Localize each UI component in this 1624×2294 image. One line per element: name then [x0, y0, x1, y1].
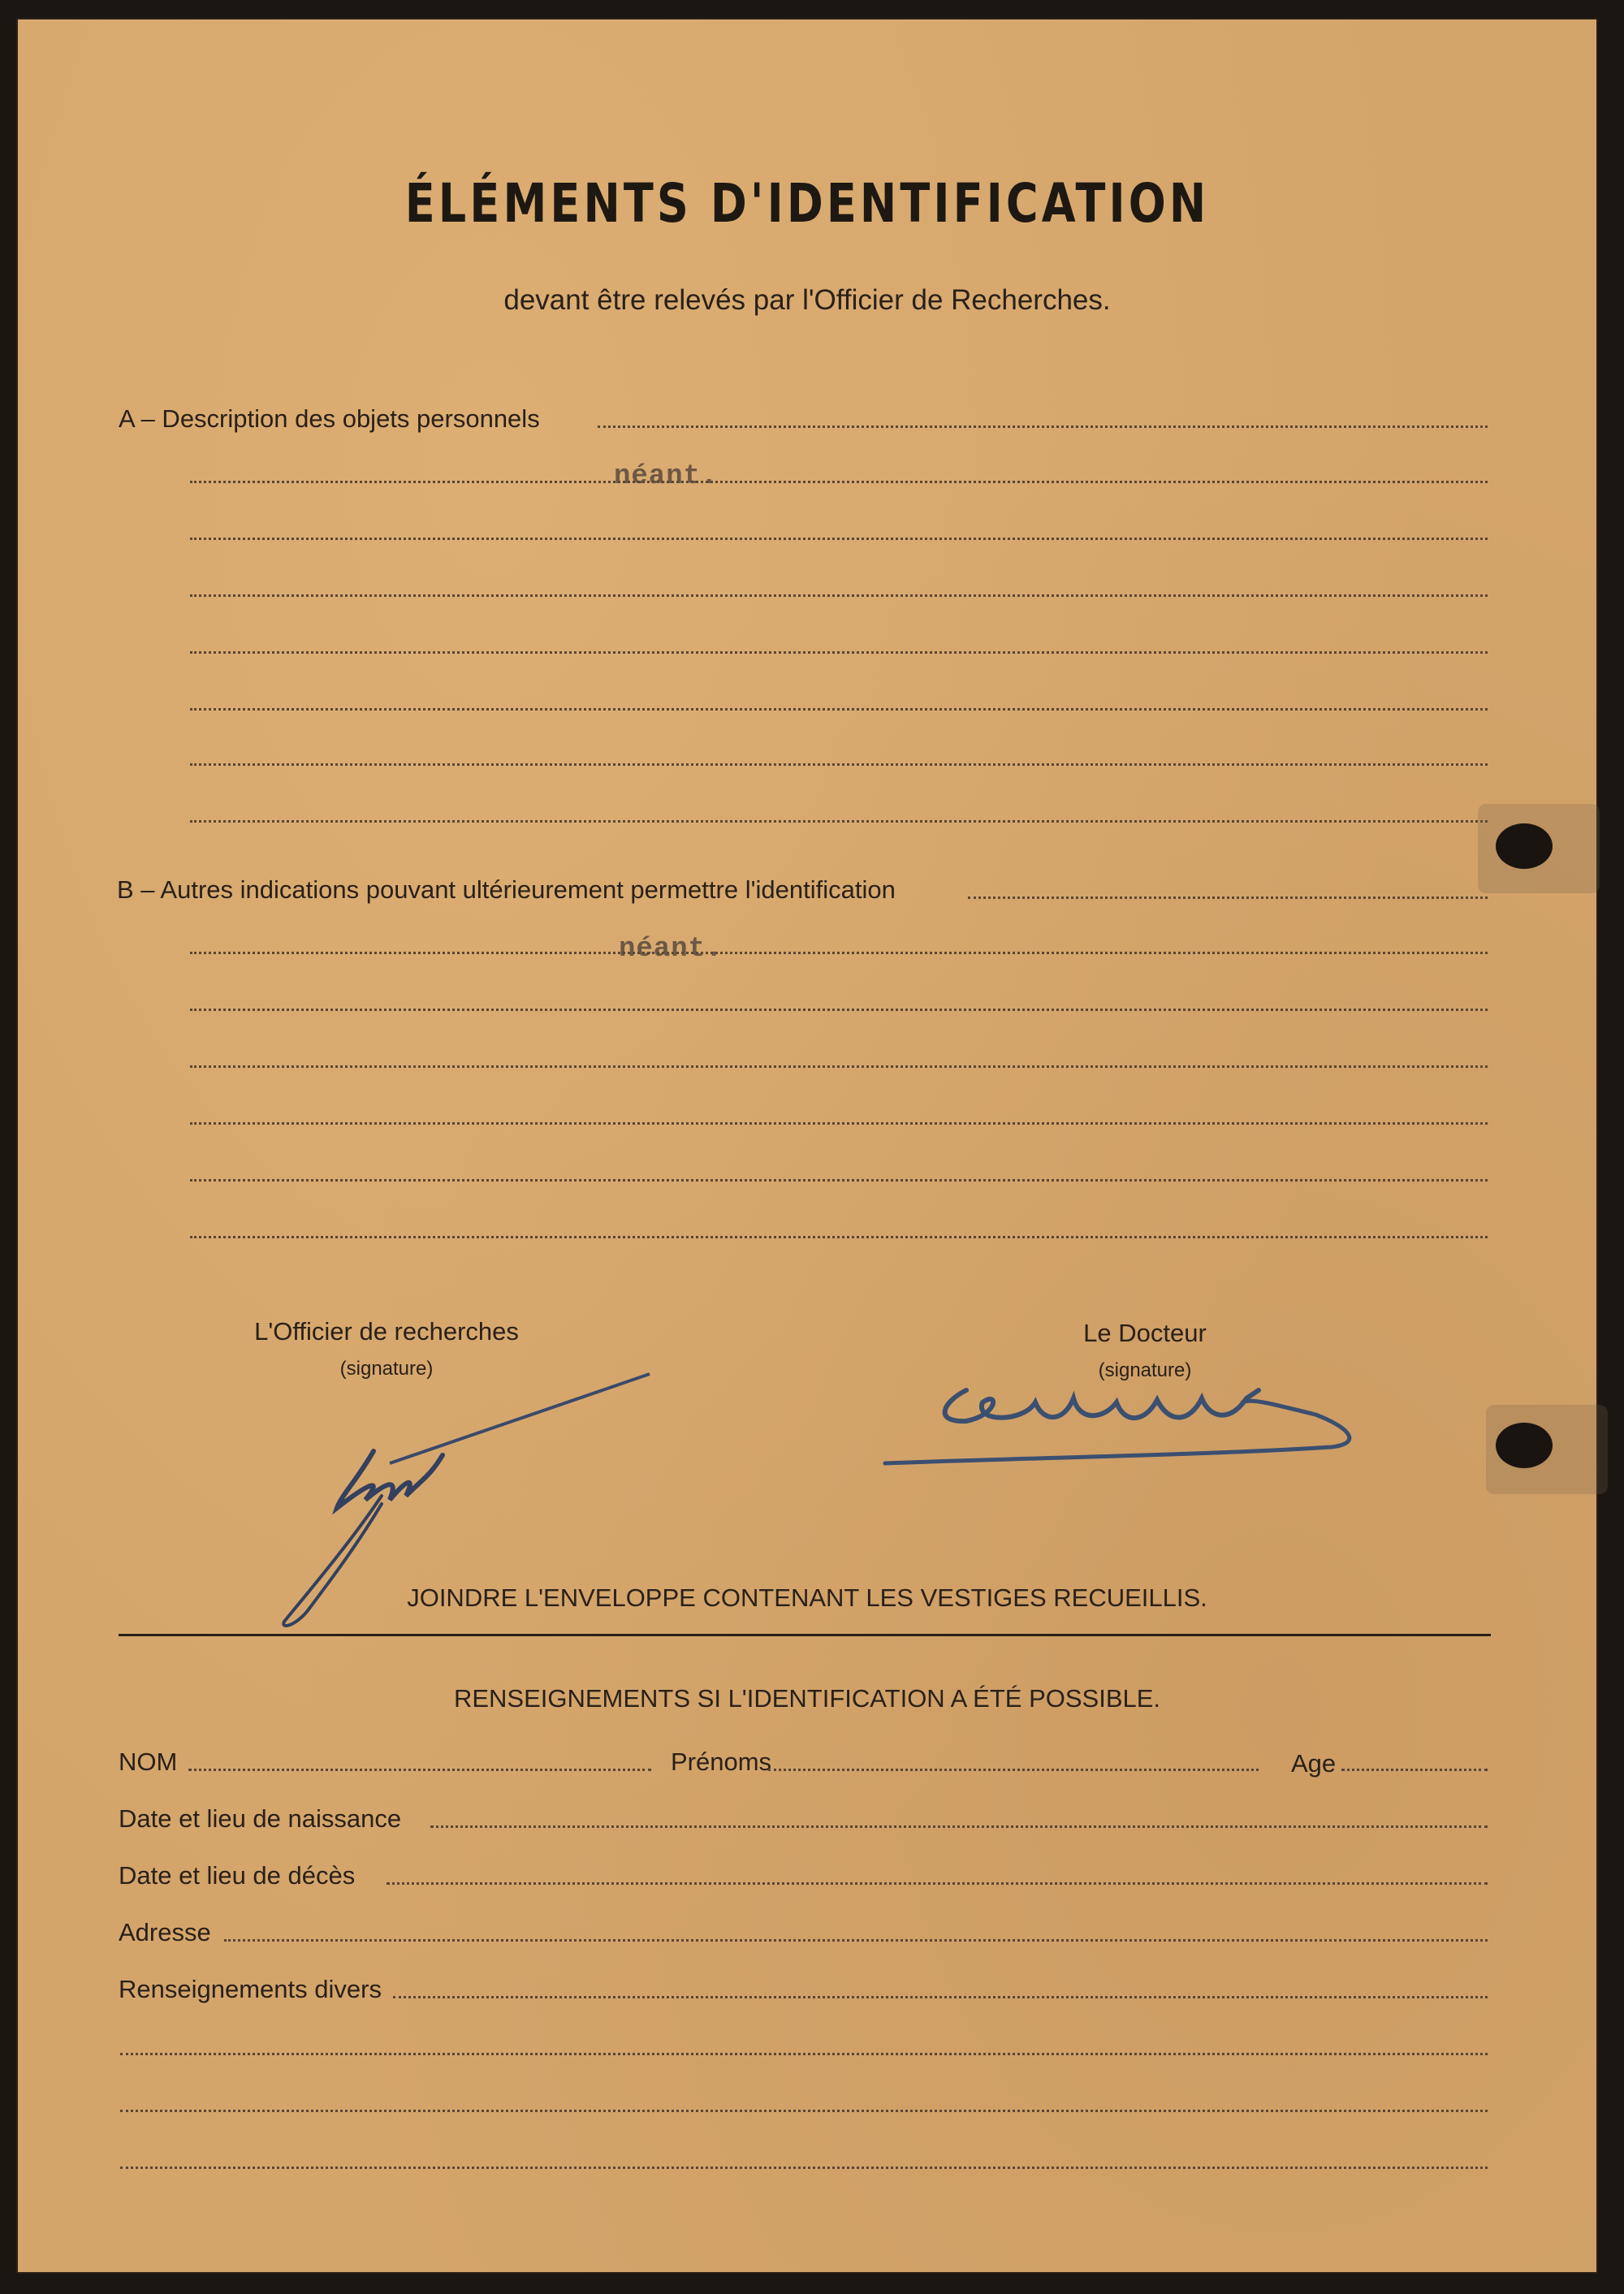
- form-sheet: [16, 18, 1598, 2274]
- enclose-note: JOINDRE L'ENVELOPPE CONTENANT LES VESTIGES RECUEILLIS.: [407, 1583, 1207, 1612]
- misc-label: Renseignements divers: [119, 1975, 382, 2003]
- prenoms-label: Prénoms: [671, 1748, 772, 1776]
- section-b-typed-value: néant.: [619, 934, 723, 965]
- section-b-line-5[interactable]: [190, 1179, 1488, 1182]
- officer-signature-caption: (signature): [339, 1358, 434, 1380]
- birth-field[interactable]: [430, 1825, 1488, 1828]
- punch-hole-lower: [1496, 1423, 1553, 1468]
- death-field[interactable]: [387, 1882, 1488, 1885]
- age-field[interactable]: [1341, 1769, 1488, 1771]
- section-a-line-0[interactable]: [598, 426, 1488, 428]
- misc-field-line-2[interactable]: [120, 2110, 1488, 2112]
- section-a-line-1[interactable]: [190, 481, 1488, 483]
- misc-field-line-3[interactable]: [120, 2167, 1488, 2169]
- prenoms-field[interactable]: [768, 1769, 1259, 1771]
- death-label: Date et lieu de décès: [119, 1861, 356, 1890]
- misc-field-line-1[interactable]: [120, 2053, 1488, 2055]
- form-subtitle: devant être relevés par l'Officier de Recherches.: [503, 284, 1111, 316]
- nom-label: NOM: [119, 1748, 178, 1776]
- section-a-line-5[interactable]: [190, 708, 1488, 711]
- section-divider: [119, 1634, 1491, 1636]
- section-a-typed-value: néant.: [614, 461, 719, 492]
- age-label: Age: [1291, 1749, 1337, 1778]
- doctor-signature: [861, 1366, 1380, 1488]
- section-b-line-0[interactable]: [968, 896, 1488, 899]
- section-a-line-7[interactable]: [190, 820, 1488, 823]
- birth-label: Date et lieu de naissance: [119, 1804, 402, 1833]
- info-heading: RENSEIGNEMENTS SI L'IDENTIFICATION A ÉTÉ POSSIBLE.: [453, 1684, 1161, 1713]
- officer-label: L'Officier de recherches: [254, 1317, 519, 1346]
- section-a-label: A – Description des objets personnels: [119, 404, 540, 433]
- punch-hole-upper: [1496, 823, 1553, 869]
- section-b-line-4[interactable]: [190, 1122, 1488, 1125]
- section-b-label: B – Autres indications pouvant ultérieurement permettre l'identification: [117, 875, 896, 904]
- section-a-line-2[interactable]: [190, 538, 1488, 540]
- section-a-line-6[interactable]: [190, 763, 1488, 766]
- section-b-line-2[interactable]: [190, 1009, 1488, 1011]
- nom-field[interactable]: [188, 1769, 651, 1771]
- section-a-line-4[interactable]: [190, 651, 1488, 654]
- section-b-line-1[interactable]: [190, 952, 1488, 954]
- doctor-label: Le Docteur: [1083, 1319, 1207, 1347]
- misc-field-line-0[interactable]: [393, 1996, 1488, 1998]
- address-label: Adresse: [119, 1918, 211, 1946]
- address-field[interactable]: [224, 1939, 1488, 1942]
- section-b-line-6[interactable]: [190, 1236, 1488, 1238]
- form-title: ÉLÉMENTS D'IDENTIFICATION: [404, 172, 1210, 235]
- section-a-line-3[interactable]: [190, 594, 1488, 597]
- doctor-signature-caption: (signature): [1098, 1359, 1192, 1381]
- section-b-line-3[interactable]: [190, 1065, 1488, 1068]
